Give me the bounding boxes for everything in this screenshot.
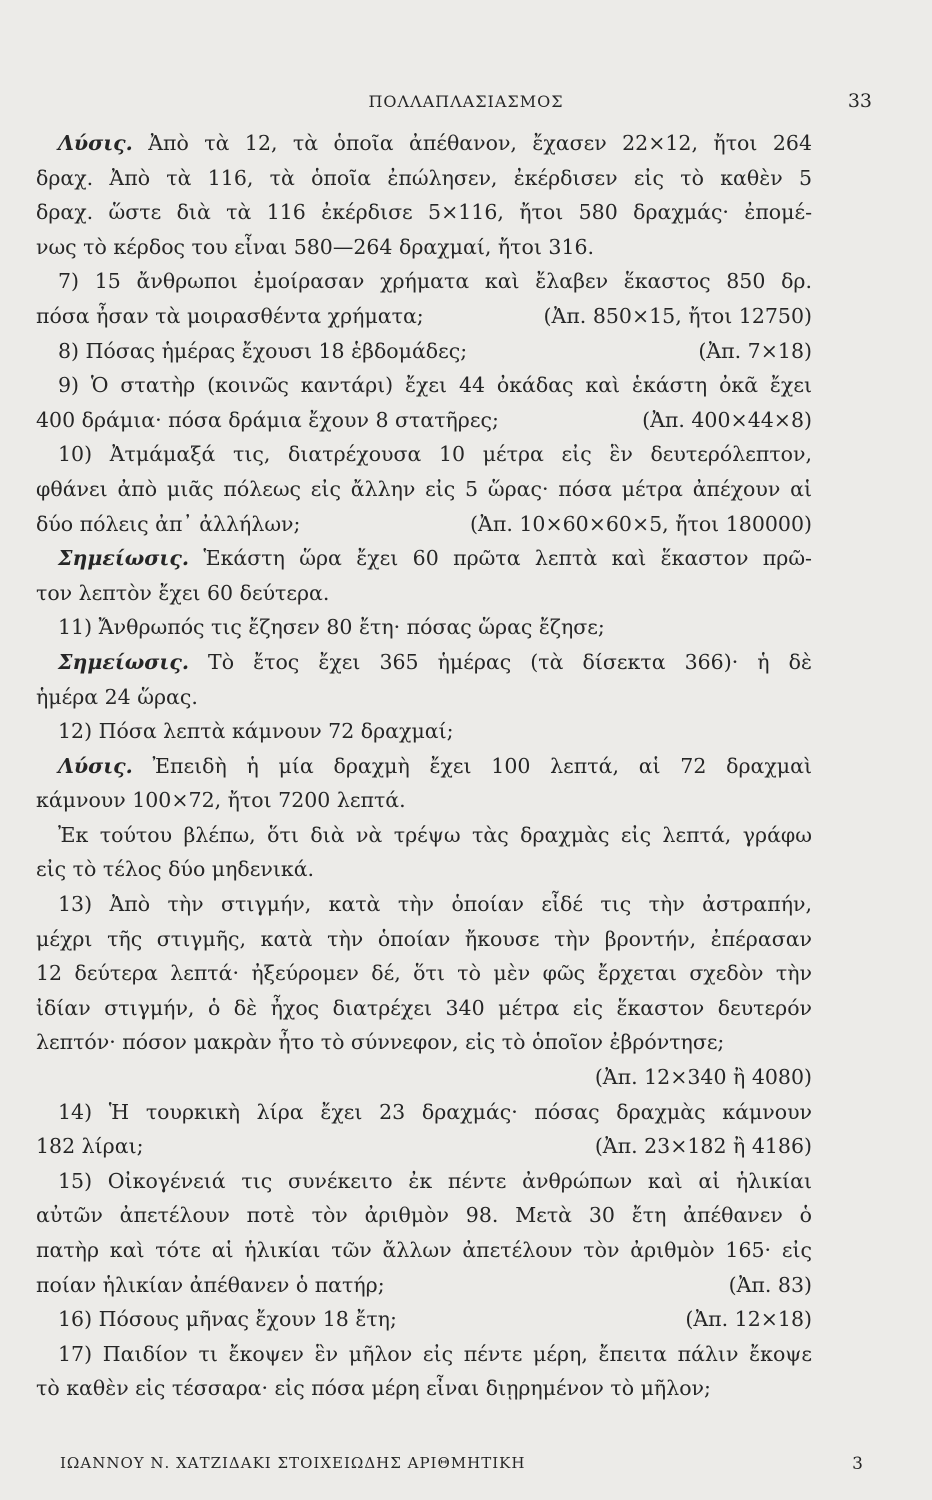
text-line	[36, 749, 812, 784]
footer-signature-mark: 3	[852, 1454, 864, 1474]
line-text: Ἀπὸ τὰ 12, τὰ ὁποῖα ἀπέθανον, ἔχασεν 22×12, ἤτοι 264	[148, 131, 812, 155]
line-text: μέχρι τῆς στιγμῆς, κατὰ τὴν ὁποίαν ἤκουσε τὴν βροντήν, ἐπέρασαν	[36, 926, 812, 951]
text-line	[36, 852, 812, 887]
text-line	[36, 922, 812, 957]
text-line	[36, 1095, 812, 1130]
running-title: ΠΟΛΛΑΠΛΑΣΙΑΣΜΟΣ	[368, 92, 564, 111]
text-line	[36, 680, 812, 715]
text-line	[36, 1302, 812, 1337]
footer-signature-text: ΙΩΑΝΝΟΥ Ν. ΧΑΤΖΙΔΑΚΙ ΣΤΟΙΧΕΙΩΔΗΣ ΑΡΙΘΜΗΤΙΚΗ	[60, 1454, 526, 1472]
line-text: Ἐπειδὴ ἡ μία δραχμὴ ἔχει 100 λεπτά, αἱ 72 δραχμαὶ	[152, 753, 812, 778]
text-line	[36, 1371, 812, 1406]
line-text: εἰς τὸ τέλος δύο μηδενικά.	[36, 857, 315, 882]
answer-text: (Ἀπ. 83)	[728, 1272, 812, 1297]
line-text: 10) Ἀτμάμαξά τις, διατρέχουσα 10 μέτρα εἰς ἓν δευτερόλεπτον,	[58, 442, 812, 467]
answer-text: (Ἀπ. 850×15, ἤτοι 12750)	[543, 303, 812, 328]
text-line	[36, 1268, 812, 1303]
text-line	[36, 507, 812, 542]
line-text: αὐτῶν ἀπετέλουν ποτὲ τὸν ἀριθμὸν 98. Μετὰ 30 ἔτη ἀπέθανεν ὁ	[36, 1203, 812, 1228]
line-text: ἰδίαν στιγμήν, ὁ δὲ ἦχος διατρέχει 340 μέτρα εἰς ἕκαστον δευτερόν	[36, 995, 812, 1020]
line-text: ἡμέρα 24 ὥρας.	[36, 684, 198, 709]
line-text: 400 δράμια· πόσα δράμια ἔχουν 8 στατῆρες;	[36, 407, 499, 432]
line-text: δραχ. Ἀπὸ τὰ 116, τὰ ὁποῖα ἐπώλησεν, ἐκέρδισεν εἰς τὸ καθὲν 5	[36, 165, 812, 190]
line-text: 9) Ὁ στατὴρ (κοινῶς καντάρι) ἔχει 44 ὀκάδας καὶ ἑκάστη ὀκᾶ ἔχει	[58, 373, 812, 398]
text-line	[36, 956, 812, 991]
text-line	[36, 541, 812, 576]
text-line	[36, 783, 812, 818]
text-line	[36, 991, 812, 1026]
page-number: 33	[847, 90, 872, 112]
line-text: 12 δεύτερα λεπτά· ἠξεύρομεν δέ, ὅτι τὸ μὲν φῶς ἔρχεται σχεδὸν τὴν	[36, 961, 812, 986]
text-line	[36, 1233, 812, 1268]
text-line	[36, 1164, 812, 1199]
section-label: Λύσις.	[58, 131, 133, 155]
text-line	[36, 887, 812, 922]
text-line	[36, 230, 812, 265]
line-text: Ἐκ τούτου βλέπω, ὅτι διὰ νὰ τρέψω τὰς δραχμὰς εἰς λεπτά, γράφω	[58, 822, 812, 847]
text-line	[36, 1025, 812, 1060]
line-text: 17) Παιδίον τι ἔκοψεν ἓν μῆλον εἰς πέντε μέρη, ἔπειτα πάλιν ἔκοψε	[58, 1341, 812, 1366]
section-label: Σημείωσις.	[58, 649, 189, 674]
line-text: 13) Ἀπὸ τὴν στιγμήν, κατὰ τὴν ὁποίαν εἶδέ τις τὴν ἀστραπήν,	[58, 892, 812, 917]
text-line	[36, 368, 812, 403]
line-text: φθάνει ἀπὸ μιᾶς πόλεως εἰς ἄλλην εἰς 5 ὥρας· πόσα μέτρα ἀπέχουν αἱ	[36, 476, 812, 501]
text-line	[36, 264, 812, 299]
answer-text: (Ἀπ. 12×18)	[685, 1307, 812, 1332]
text-line	[36, 299, 812, 334]
text-line	[36, 1337, 812, 1372]
text-line	[36, 714, 812, 749]
text-line	[36, 1060, 812, 1095]
line-text: τὸ καθὲν εἰς τέσσαρα· εἰς πόσα μέρη εἶναι διῃρημένον τὸ μῆλον;	[36, 1376, 711, 1401]
line-text: πατὴρ καὶ τότε αἱ ἡλικίαι τῶν ἄλλων ἀπετέλουν τὸν ἀριθμὸν 165· εἰς	[36, 1238, 812, 1262]
line-text: νως τὸ κέρδος του εἶναι 580—264 δραχμαί, ἤτοι 316.	[36, 234, 595, 259]
page-footer	[60, 1454, 864, 1472]
text-line	[36, 161, 812, 196]
line-text: τον λεπτὸν ἔχει 60 δεύτερα.	[36, 580, 330, 605]
text-line	[36, 403, 812, 438]
line-text: 8) Πόσας ἡμέρας ἔχουσι 18 ἑβδομάδες;	[58, 338, 468, 363]
text-line	[36, 472, 812, 507]
text-line	[36, 818, 812, 853]
line-text: 7) 15 ἄνθρωποι ἐμοίρασαν χρήματα καὶ ἔλαβεν ἕκαστος 850 δρ.	[58, 269, 812, 294]
line-text: 11) Ἄνθρωπός τις ἔζησεν 80 ἔτη· πόσας ὥρας ἔζησε;	[58, 615, 605, 640]
line-text: 16) Πόσους μῆνας ἔχουν 18 ἔτη;	[58, 1307, 397, 1332]
text-line	[36, 126, 812, 161]
answer-text: (Ἀπ. 400×44×8)	[642, 407, 812, 432]
line-text: δύο πόλεις ἀπ᾽ ἀλλήλων;	[36, 511, 301, 536]
text-line	[36, 1129, 812, 1164]
line-text: Τὸ ἔτος ἔχει 365 ἡμέρας (τὰ δίσεκτα 366)· ἡ δὲ	[208, 649, 812, 674]
line-text: 14) Ἡ τουρκικὴ λίρα ἔχει 23 δραχμάς· πόσας δραχμὰς κάμνουν	[58, 1099, 812, 1124]
line-text: 12) Πόσα λεπτὰ κάμνουν 72 δραχμαί;	[58, 719, 454, 744]
line-text: πόσα ἦσαν τὰ μοιρασθέντα χρήματα;	[36, 303, 424, 328]
line-text: 182 λίραι;	[36, 1134, 144, 1159]
line-text: ποίαν ἡλικίαν ἀπέθανεν ὁ πατήρ;	[36, 1272, 385, 1297]
answer-text: (Ἀπ. 7×18)	[698, 338, 812, 363]
answer-text: (Ἀπ. 23×182 ἢ 4186)	[594, 1134, 812, 1159]
text-line	[36, 195, 812, 230]
page-header	[60, 88, 872, 118]
line-text: δραχ. ὥστε διὰ τὰ 116 ἐκέρδισε 5×116, ἤτοι 580 δραχμάς· ἐπομέ-	[36, 200, 812, 225]
line-text: Ἑκάστη ὥρα ἔχει 60 πρῶτα λεπτὰ καὶ ἕκαστον πρῶ-	[203, 546, 812, 571]
page-body	[36, 126, 812, 1406]
text-line	[36, 610, 812, 645]
line-text: λεπτόν· πόσον μακρὰν ἦτο τὸ σύννεφον, εἰς τὸ ὁποῖον ἐβρόντησε;	[36, 1030, 725, 1055]
line-text: κάμνουν 100×72, ἤτοι 7200 λεπτά.	[36, 788, 406, 813]
line-text: 15) Οἰκογένειά τις συνέκειτο ἐκ πέντε ἀνθρώπων καὶ αἱ ἡλικίαι	[58, 1168, 812, 1193]
text-line	[36, 1198, 812, 1233]
section-label: Λύσις.	[58, 753, 133, 778]
section-label: Σημείωσις.	[58, 546, 189, 571]
text-line	[36, 645, 812, 680]
text-line	[36, 437, 812, 472]
answer-text: (Ἀπ. 12×340 ἢ 4080)	[594, 1065, 812, 1090]
text-line	[36, 334, 812, 369]
text-line	[36, 576, 812, 611]
answer-text: (Ἀπ. 10×60×60×5, ἤτοι 180000)	[470, 511, 812, 536]
